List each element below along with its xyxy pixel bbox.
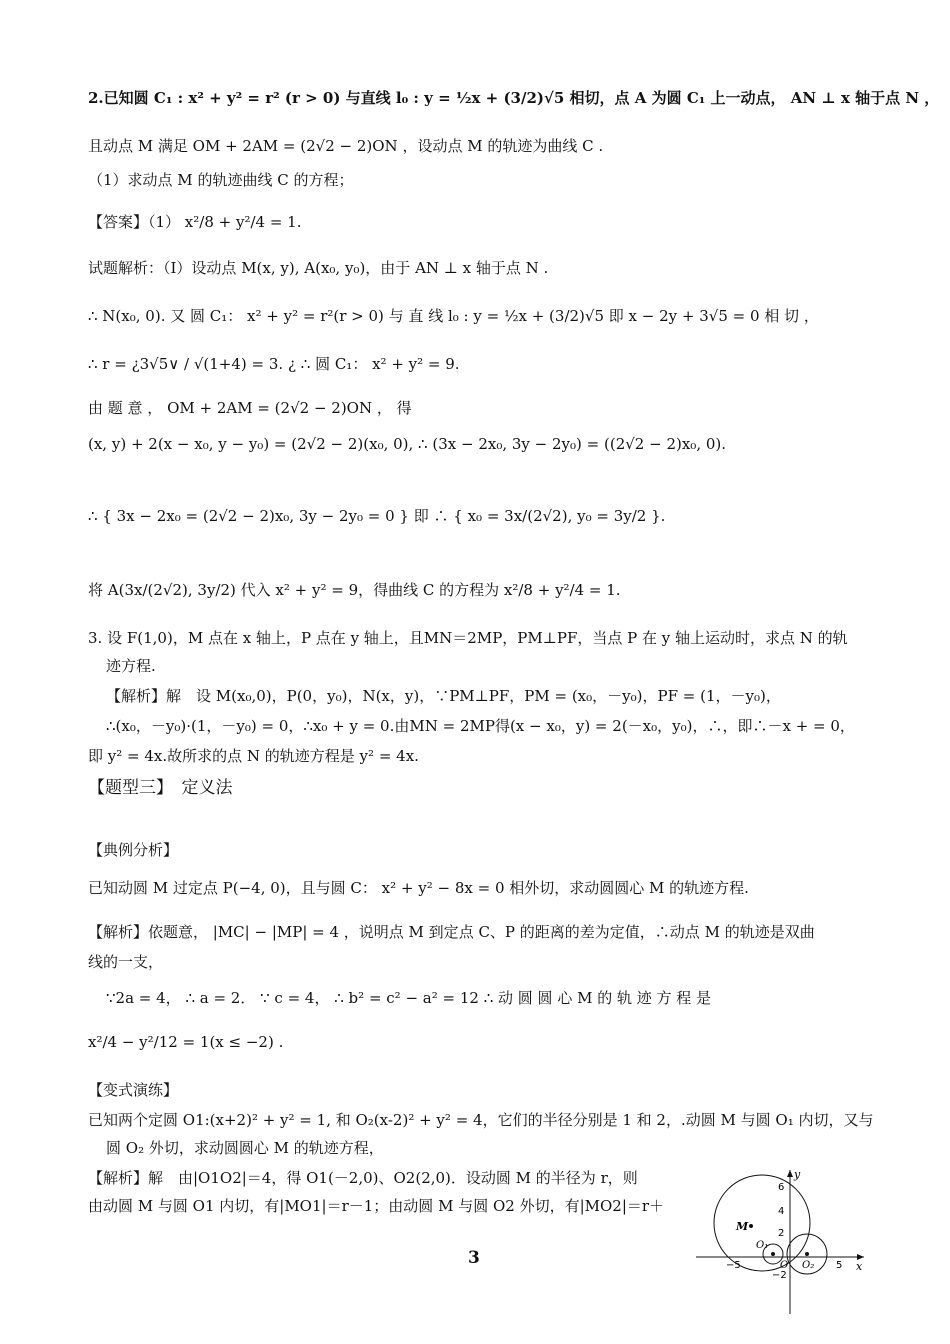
problem-3-solution-line-2: ∴(x₀，－y₀)·(1，－y₀) = 0，∴x₀ + y = 0.由MN = 2MP得(x − x₀，y) = 2(－x₀，y₀)，∴，即∴－x + = 0， [106,717,855,735]
problem-2-line-1: 2.已知圆 C₁ : x² + y² = r² (r > 0) 与直线 l₀ : y = ½x + (3/2)√5 相切，点 A 为圆 C₁ 上一动点， AN ⊥ x 轴于点 N ， [88,89,940,107]
example-solution-line-2: 线的一支， [88,953,164,971]
problem-2-question-1: （1）求动点 M 的轨迹曲线 C 的方程； [88,171,354,189]
point-O2 [805,1252,809,1256]
example-solution-line-1: 【解析】依题意， |MC| − |MP| = 4 ，说明点 M 到定点 C、P 的距离的差为定值，∴动点 M 的轨迹是双曲 [88,923,815,941]
tick-y-6: 6 [778,1182,785,1193]
circles-figure [696,1168,866,1318]
answer-line: 【答案】（1） x²/8 + y²/4 = 1. [88,213,302,231]
problem-3-line-2: 迹方程. [106,657,156,675]
tick-y-neg2: −2 [772,1270,787,1281]
label-O: O [780,1260,789,1271]
solution-line-3: ∴ r = ¿3√5∨ / √(1+4) = 3. ¿ ∴ 圆 C₁： x² + y² = 9. [88,355,460,373]
variant-heading: 【变式演练】 [88,1081,179,1099]
section-heading: 【题型三】 定义法 [88,778,233,798]
example-heading: 【典例分析】 [88,841,179,859]
variant-problem-line-2: 圆 O₂ 外切，求动圆圆心 M 的轨迹方程， [106,1139,384,1157]
tick-y-2: 2 [778,1228,785,1239]
label-M: M [736,1220,749,1233]
solution-line-7: 将 A(3x/(2√2), 3y/2) 代入 x² + y² = 9，得曲线 C 的方程为 x²/8 + y²/4 = 1. [88,581,621,599]
problem-3-solution-line-3: 即 y² = 4x.故所求的点 N 的轨迹方程是 y² = 4x. [88,747,419,765]
label-O1: O₁ [756,1240,769,1251]
example-solution-line-4: x²/4 − y²/12 = 1(x ≤ −2) . [88,1033,284,1051]
label-O2: O₂ [802,1260,815,1271]
solution-line-4: 由 题 意 ， OM + 2AM = (2√2 − 2)ON ， 得 [88,399,412,417]
problem-3-line-1: 3. 设 F(1,0)，M 点在 x 轴上，P 点在 y 轴上，且MN＝2MP，PM⊥PF，当点 P 在 y 轴上运动时，求点 N 的轨 [88,629,848,647]
x-axis-label: x [856,1260,863,1273]
solution-line-6: ∴ { 3x − 2x₀ = (2√2 − 2)x₀, 3y − 2y₀ = 0 } 即 ∴ { x₀ = 3x/(2√2), y₀ = 3y/2 }. [88,507,666,525]
variant-solution-line-2: 由动圆 M 与圆 O1 内切，有|MO1|＝r－1；由动圆 M 与圆 O2 外切，有|MO2|＝r＋ [88,1197,665,1215]
problem-2-line-2: 且动点 M 满足 OM + 2AM = (2√2 − 2)ON ，设动点 M 的轨迹为曲线 C . [88,137,604,155]
y-axis-label: y [794,1168,801,1181]
solution-line-2: ∴ N(x₀, 0). 又 圆 C₁： x² + y² = r²(r > 0) 与 直 线 l₀ : y = ½x + (3/2)√5 即 x − 2y + 3√5 = 0 相 切 ， [88,307,819,325]
tick-x-neg5: −5 [726,1260,741,1271]
page-number: 3 [468,1248,480,1268]
point-O1 [771,1252,775,1256]
tick-x-5: 5 [836,1260,843,1271]
problem-3-solution-line-1: 【解析】解 设 M(x₀,0)，P(0，y₀)，N(x，y)，∵PM⊥PF，PM = (x₀，－y₀)，PF = (1，－y₀)， [106,687,781,705]
solution-line-5: (x, y) + 2(x − x₀, y − y₀) = (2√2 − 2)(x₀, 0), ∴ (3x − 2x₀, 3y − 2y₀) = ((2√2 − 2)x₀, 0). [88,435,727,453]
variant-problem-line-1: 已知两个定圆 O1:(x+2)² + y² = 1, 和 O₂(x-2)² + y² = 4，它们的半径分别是 1 和 2，.动圆 M 与圆 O₁ 内切，又与 [88,1111,874,1129]
point-M [749,1224,753,1228]
solution-line-1: 试题解析：（Ⅰ）设动点 M(x, y), A(x₀, y₀)，由于 AN ⊥ x 轴于点 N . [88,259,549,277]
example-solution-line-3: ∵2a = 4， ∴ a = 2． ∵ c = 4， ∴ b² = c² − a² = 12 ∴ 动 圆 圆 心 M 的 轨 迹 方 程 是 [106,989,712,1007]
y-axis-arrow [787,1170,793,1177]
variant-solution-line-1: 【解析】解 由|O1O2|＝4，得 O1(－2,0)、O2(2,0)．设动圆 M 的半径为 r，则 [88,1169,638,1187]
example-problem: 已知动圆 M 过定点 P(−4, 0)，且与圆 C： x² + y² − 8x = 0 相外切，求动圆圆心 M 的轨迹方程. [88,879,749,897]
tick-y-4: 4 [778,1206,785,1217]
